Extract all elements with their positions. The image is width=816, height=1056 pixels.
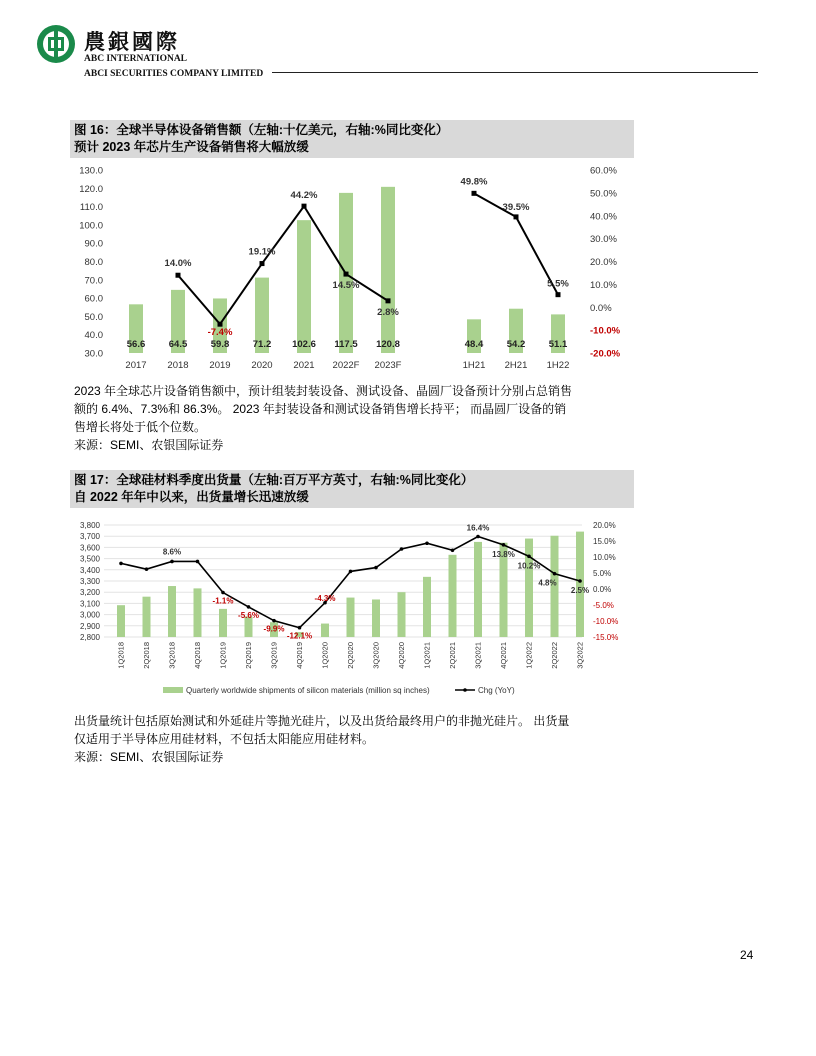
figure17-chart: [70, 514, 634, 704]
figure16-title-box: [70, 120, 634, 158]
y-axis-tick-label: 3,700: [79, 532, 100, 542]
x-axis-tick-label: 2021: [293, 360, 315, 371]
y2-axis-tick-label: -20.0%: [590, 348, 621, 360]
brand-name-en: ABC INTERNATIONAL: [84, 54, 188, 64]
line-point: [344, 272, 349, 277]
y-axis-tick-label: 3,100: [79, 599, 100, 609]
y-axis-tick-label: 80.0: [84, 257, 103, 268]
bar-value-label: 71.2: [252, 339, 272, 350]
line-value-label: 10.2%: [517, 561, 541, 571]
bar: [219, 609, 227, 637]
line-point: [451, 548, 455, 552]
y-axis-tick-label: 40.0: [84, 330, 103, 342]
line-value-label: 16.4%: [466, 523, 490, 533]
figure16-chart: [70, 160, 634, 375]
bar-value-label: 120.8: [376, 339, 400, 350]
figure17-title-box: [70, 470, 634, 508]
line-value-label: 14.5%: [332, 280, 360, 292]
bar: [117, 605, 125, 637]
x-axis-tick-label: 2Q2021: [448, 642, 457, 669]
line-point: [176, 273, 181, 278]
y-axis-tick-label: 3,500: [79, 554, 100, 564]
bar: [372, 599, 380, 637]
x-axis-tick-label: 1Q2020: [320, 642, 330, 669]
line-value-label: 13.8%: [492, 549, 515, 559]
line-point: [556, 292, 561, 297]
y2-axis-tick-label: -10.0%: [590, 325, 621, 337]
x-axis-tick-label: 2020: [251, 360, 273, 371]
bar-value-label: 59.8: [210, 339, 230, 350]
x-axis-tick-label: 2018: [167, 360, 189, 371]
line-value-label: -5.6%: [238, 610, 259, 620]
line-point: [386, 298, 391, 303]
line-value-label: -4.3%: [314, 593, 336, 603]
brand-name-cn: 農銀國際: [84, 29, 180, 54]
line-point: [298, 626, 302, 630]
y2-axis-tick-label: 20.0%: [590, 257, 617, 268]
y2-axis-tick-label: 10.0%: [593, 553, 616, 562]
bar-value-label: 51.1: [548, 339, 568, 350]
y-axis-tick-label: 3,000: [79, 610, 100, 620]
x-axis-tick-label: 2H21: [504, 360, 528, 371]
line-point: [196, 560, 200, 564]
x-axis-tick-label: 3Q2020: [371, 642, 381, 669]
line-point: [553, 572, 557, 576]
x-axis-tick-label: 3Q2022: [575, 642, 585, 669]
bar-value-label: 56.6: [126, 339, 146, 350]
header-divider: [272, 72, 758, 73]
legend-swatch-bars: [163, 687, 183, 693]
y-axis-tick-label: 60.0: [84, 293, 103, 305]
x-axis-tick-label: 1H22: [546, 360, 570, 371]
bar: [321, 624, 329, 637]
line-point: [374, 566, 378, 570]
line-value-label: 14.0%: [164, 258, 192, 270]
line-point: [272, 619, 276, 623]
y2-axis-tick-label: 15.0%: [593, 537, 616, 546]
page-number: 24: [740, 948, 754, 962]
bar: [423, 577, 431, 637]
bar: [168, 586, 176, 637]
line-value-label: -7.4%: [207, 327, 233, 339]
y-axis-tick-label: 3,800: [79, 521, 100, 530]
figure16-paragraph-line2: 额的 6.4%、7.3%和 86.3%。 2023 年封装设备和测试设备销售增长持平； 而晶圆厂设备的销: [74, 402, 567, 416]
figure16-description: [74, 382, 634, 454]
y2-axis-tick-label: 20.0%: [593, 521, 616, 530]
line-point: [247, 605, 251, 609]
y-axis-tick-label: 130.0: [79, 165, 103, 177]
yoy-change-line: [178, 206, 388, 324]
x-axis-tick-label: 2Q2018: [142, 642, 151, 669]
y-axis-tick-label: 2,900: [79, 621, 100, 631]
bar-value-label: 48.4: [464, 339, 484, 350]
bar: [297, 220, 311, 353]
company-logo: [36, 24, 76, 64]
figure17-description: [74, 712, 634, 766]
x-axis-tick-label: 2019: [209, 360, 231, 371]
y-axis-tick-label: 120.0: [79, 183, 103, 195]
bar: [398, 592, 406, 637]
brand-company-name: ABCI SECURITIES COMPANY LIMITED: [84, 69, 264, 79]
x-axis-tick-label: 2Q2020: [346, 642, 355, 669]
figure16-paragraph-line1: 2023 年全球芯片设备销售额中，预计组装封装设备、测试设备、晶圆厂设备预计分别占总销售: [74, 384, 573, 398]
line-point: [425, 541, 429, 545]
y2-axis-tick-label: 40.0%: [590, 211, 617, 223]
y2-axis-tick-label: 5.0%: [593, 569, 612, 578]
x-axis-tick-label: 3Q2019: [269, 642, 279, 669]
line-value-label: 8.6%: [162, 547, 182, 557]
y-axis-tick-label: 3,400: [79, 565, 100, 575]
x-axis-tick-label: 2023F: [374, 360, 402, 371]
figure16-paragraph-line3: 售增长将处于低个位数。: [74, 420, 207, 434]
line-value-label: -9.9%: [263, 624, 285, 634]
line-value-label: 39.5%: [502, 201, 530, 213]
line-point: [578, 579, 582, 583]
bar-value-label: 117.5: [334, 339, 358, 350]
figure16-source: 来源：SEMI、农银国际证券: [74, 438, 224, 452]
y-axis-tick-label: 70.0: [84, 275, 103, 287]
legend-label-line: Chg (YoY): [478, 686, 515, 695]
y2-axis-tick-label: 0.0%: [590, 302, 612, 314]
bar: [474, 542, 482, 637]
line-value-label: 2.8%: [377, 306, 399, 318]
bar: [576, 532, 584, 637]
x-axis-tick-label: 1Q2022: [524, 642, 534, 669]
x-axis-tick-label: 3Q2021: [473, 642, 483, 669]
x-axis-tick-label: 4Q2018: [193, 642, 202, 669]
line-value-label: 5.5%: [547, 278, 569, 290]
line-point: [221, 591, 225, 595]
y-axis-tick-label: 110.0: [79, 202, 103, 214]
y2-axis-tick-label: -5.0%: [593, 601, 614, 610]
bar: [525, 539, 533, 637]
legend-swatch-marker: [463, 688, 467, 692]
line-value-label: 44.2%: [290, 190, 318, 202]
x-axis-tick-label: 1Q2021: [422, 642, 432, 669]
line-point: [302, 204, 307, 209]
y-axis-tick-label: 3,200: [79, 588, 100, 598]
line-point: [170, 560, 174, 564]
bar: [449, 555, 457, 637]
x-axis-tick-label: 1H21: [462, 360, 486, 371]
y2-axis-tick-label: 0.0%: [593, 585, 612, 594]
y-axis-tick-label: 50.0: [84, 311, 103, 323]
line-value-label: 49.8%: [460, 176, 488, 188]
figure17-paragraph-line2: 仅适用于半导体应用硅材料，不包括太阳能应用硅材料。: [74, 732, 375, 746]
line-point: [260, 261, 265, 266]
line-point: [145, 567, 149, 571]
bar: [381, 187, 395, 353]
x-axis-tick-label: 4Q2020: [397, 642, 406, 669]
figure17-paragraph-line1: 出货量统计包括原始测试和外延硅片等抛光硅片，以及出货给最终用户的非抛光硅片。 出货量: [74, 714, 570, 728]
line-point: [472, 191, 477, 196]
y-axis-tick-label: 3,600: [79, 543, 100, 553]
x-axis-tick-label: 2Q2022: [550, 642, 559, 669]
line-point: [476, 535, 480, 539]
y2-axis-tick-label: 30.0%: [590, 234, 617, 246]
x-axis-tick-label: 2017: [125, 360, 147, 371]
line-value-label: 19.1%: [248, 246, 276, 258]
line-point: [527, 555, 531, 559]
bar-value-label: 102.6: [292, 339, 316, 350]
y2-axis-tick-label: -10.0%: [593, 617, 619, 626]
y2-axis-tick-label: 10.0%: [590, 279, 617, 291]
legend-label-bars: Quarterly worldwide shipments of silicon materials (million sq inches): [186, 686, 430, 695]
x-axis-tick-label: 1Q2019: [218, 642, 228, 669]
line-point: [349, 570, 353, 574]
y2-axis-tick-label: 50.0%: [590, 188, 617, 200]
bar: [194, 588, 202, 637]
x-axis-tick-label: 4Q2021: [499, 642, 508, 669]
figure17-subtitle: 自 2022 年年中以来，出货量增长迅速放缓: [74, 490, 309, 504]
line-value-label: 2.5%: [570, 586, 590, 595]
x-axis-tick-label: 4Q2019: [295, 642, 304, 669]
bar-value-label: 64.5: [168, 339, 188, 350]
line-value-label: -1.1%: [212, 596, 234, 606]
line-point: [218, 322, 223, 327]
line-point: [119, 562, 123, 566]
line-point: [400, 547, 404, 551]
y-axis-tick-label: 100.0: [79, 220, 103, 232]
line-point: [514, 214, 519, 219]
y-axis-tick-label: 2,800: [79, 633, 100, 642]
y-axis-tick-label: 30.0: [84, 348, 103, 360]
figure16-subtitle: 预计 2023 年芯片生产设备销售将大幅放缓: [74, 140, 309, 154]
line-value-label: 4.8%: [538, 578, 557, 588]
x-axis-tick-label: 2Q2019: [244, 642, 253, 669]
line-point: [502, 543, 506, 547]
y-axis-tick-label: 90.0: [84, 238, 103, 250]
line-value-label: -12.1%: [286, 631, 313, 641]
y-axis-tick-label: 3,300: [79, 577, 100, 586]
figure17-source: 来源：SEMI、农银国际证券: [74, 750, 224, 764]
x-axis-tick-label: 1Q2018: [116, 642, 126, 669]
bar: [347, 598, 355, 637]
bar: [143, 597, 151, 637]
x-axis-tick-label: 2022F: [332, 360, 360, 371]
bar-value-label: 54.2: [506, 339, 526, 350]
y2-axis-tick-label: -15.0%: [593, 633, 619, 642]
figure17-title: 图 17：全球硅材料季度出货量（左轴:百万平方英寸，右轴:%同比变化）: [74, 473, 474, 487]
x-axis-tick-label: 3Q2018: [167, 642, 177, 669]
figure16-title: 图 16：全球半导体设备销售额（左轴:十亿美元，右轴:%同比变化）: [74, 123, 449, 137]
y2-axis-tick-label: 60.0%: [590, 165, 617, 177]
